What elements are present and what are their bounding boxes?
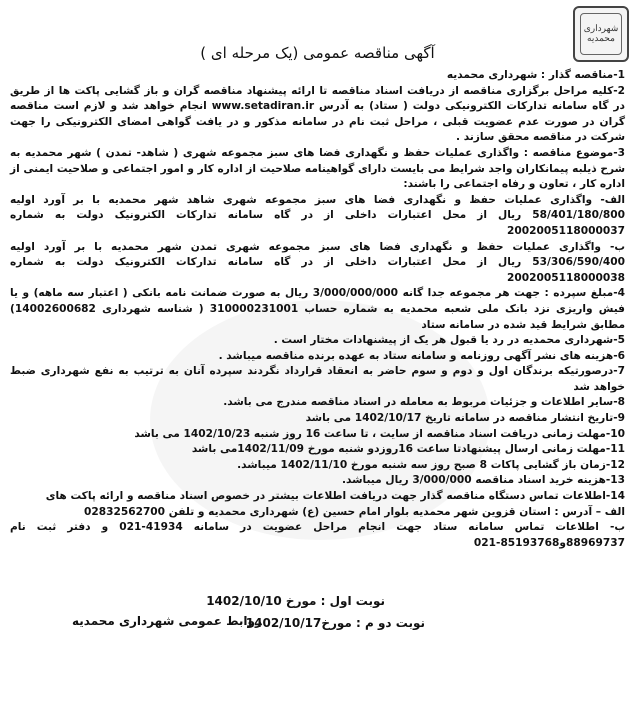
clause-5: 5-شهرداری محمدیه در رد یا قبول هر یک از پیشنهادات مختار است . bbox=[273, 334, 625, 347]
ad-body bbox=[10, 68, 625, 551]
clause-11: 11-مهلت زمانی ارسال پیشنهادتا ساعت 16روزدو شنبه مورخ 1402/11/09می باشد bbox=[191, 443, 625, 456]
clause-2: 2-کلیه مراحل برگزاری مناقصه از دریافت اسناد مناقصه تا ارائه پیشنهاد مناقصه گران و باز گشایی پاکت ها از طریق در گاه سامانه تدارکات الکترونیکی دولت ( ستاد) به آدرس www.setadiran.ir انجام خواهد شد و لازم است مناقصه گران در صورت عدم عضویت قبلی ، مراحل ثبت نام در سامانه مذکور و در یافت گواهی امضای الکترونیکی را جهت شرکت در مناقصه محقق سازند . bbox=[10, 84, 625, 144]
clause-12: 12-زمان باز گشایی پاکات 8 صبح روز سه شنبه مورخ 1402/11/10 میباشد. bbox=[237, 458, 625, 471]
clause-14: 14-اطلاعات تماس دستگاه مناقصه گذار جهت دریافت اطلاعات بیشتر در خصوص اسناد مناقصه و ارائه پاکت های bbox=[45, 490, 625, 503]
first-publication-date: نوبت اول : مورخ 1402/10/10 bbox=[206, 594, 385, 608]
clause-4: 4-مبلغ سپرده : جهت هر مجموعه جدا گانه 3/000/000/000 ریال به صورت ضمانت نامه بانکی ( اعتبار سه ماهه) و یا فیش واریزی نزد بانک ملی شعبه محمدیه به شماره حساب 310000231001 ( شناسه شهرداری 14002600682) مطابق شرایط قید شده در سامانه ستاد bbox=[10, 287, 625, 331]
clause-8: 8-سایر اطلاعات و جزئیات مربوط به معامله در اسناد مناقصه مندرج می باشد. bbox=[223, 396, 625, 409]
clause-3-b: ب- واگذاری عملیات حفظ و نگهداری فضا های سبز مجموعه شهری تمدن شهر محمدیه با بر آورد اولیه 53/306/590/400 ریال از محل اعتبارات داخلی از در گاه سامانه تدارکات الکترونیک دولت به شماره 2002005118000038 bbox=[10, 240, 625, 284]
ad-title: آگهی مناقصه عمومی (یک مرحله ای ) bbox=[200, 44, 435, 62]
clause-13: 13-هزینه خرید اسناد مناقصه 3/000/000 ریال میباشد. bbox=[341, 474, 625, 487]
clause-10: 10-مهلت زمانی دریافت اسناد مناقصه از سایت ، تا ساعت 16 روز شنبه 1402/10/23 می باشد bbox=[134, 427, 625, 440]
clause-1: 1-مناقصه گذار : شهرداری محمدیه bbox=[446, 69, 625, 81]
clause-3: 3-موضوع مناقصه : واگذاری عملیات حفظ و نگهداری فضا های سبز مجموعه شهری ( شاهد- تمدن ) شهر محمدیه به شرح ذیلبه پیمانکاران واجد شرایط می بایست دارای گواهینامه صلاحیت از اداره کار و امور اجتماعی و صلاحیت ایمنی از اداره کار ، تعاون و رفاه اجتماعی را باشند: bbox=[10, 146, 625, 191]
clause-14-a: الف – آدرس : استان قزوین شهر محمدیه بلوار امام حسین (ع) شهرداری محمدیه و تلفن 02832562700 bbox=[83, 505, 625, 518]
clause-6: 6-هزینه های نشر آگهی روزنامه و سامانه ستاد به عهده برنده مناقصه میباشد . bbox=[218, 349, 625, 362]
clause-3-a: الف- واگذاری عملیات حفظ و نگهداری فضا های سبز مجموعه شهری شاهد شهر محمدیه با بر آورد اولیه 58/401/180/800 ریال از محل اعتبارات داخلی از در گاه سامانه تدارکات الکترونیک دولت به شماره 2002005118000037 bbox=[10, 193, 625, 237]
clause-14-b: ب- اطلاعات تماس سامانه ستاد جهت انجام مراحل عضویت در سامانه 41934-021 و دفتر ثبت نام 88969737و85193768-021 bbox=[10, 521, 625, 549]
signature-block bbox=[0, 594, 635, 654]
public-relations-office: روابط عمومی شهرداری محمدیه bbox=[72, 614, 262, 628]
clause-7: 7-درصورتیکه برندگان اول و دوم و سوم حاضر به انعقاد قرارداد نگردند سپرده آنان به ترتیب به نفع شهرداری ضبط خواهد شد bbox=[10, 365, 625, 393]
second-publication-date: نوبت دو م : مورخ1402/10/17 bbox=[245, 616, 425, 630]
clause-9: 9-تاریخ انتشار مناقصه در سامانه تاریخ 1402/10/17 می باشد bbox=[305, 412, 625, 425]
logo-text: شهرداری محمدیه bbox=[583, 24, 619, 44]
